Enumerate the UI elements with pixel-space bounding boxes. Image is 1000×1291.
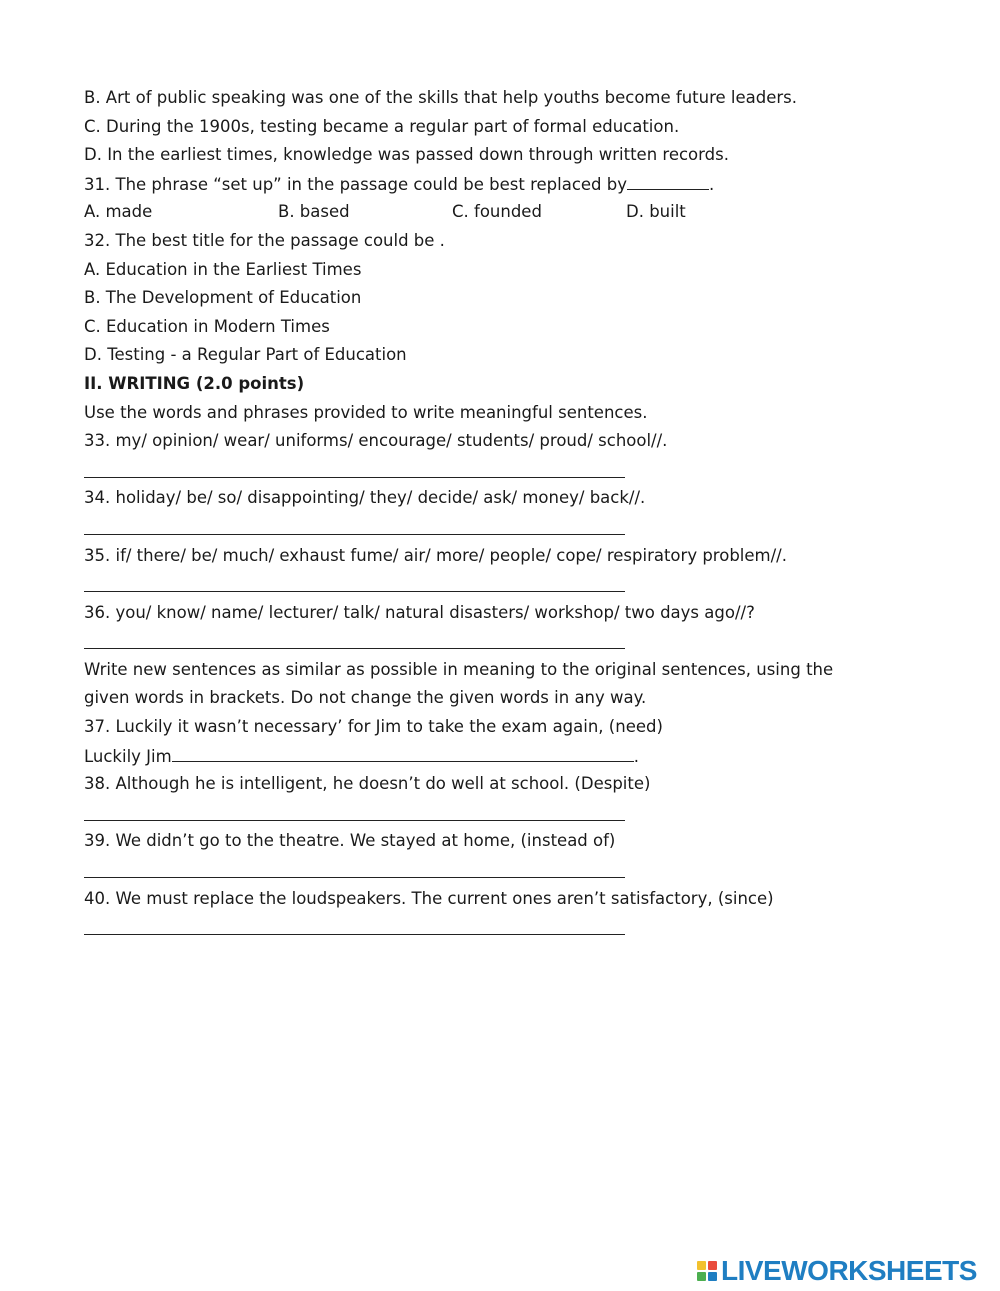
answer-line-35[interactable] [84,570,944,599]
question-37-answer: Luckily Jim . [84,742,944,771]
q31-option-a[interactable]: A. made [84,202,153,222]
liveworksheets-logo [697,1255,977,1287]
q32-option-c[interactable]: C. Education in Modern Times [84,316,330,336]
logo-text: LIVEWORKSHEETS [721,1255,977,1286]
answer-line-38[interactable] [84,799,944,828]
answer-blank-37[interactable] [172,742,634,762]
question-37: 37. Luckily it wasn’t necessary’ for Jim to take the exam again, (need) [84,717,663,737]
question-40: 40. We must replace the loudspeakers. The current ones aren’t satisfactory, (since) [84,888,774,908]
answer-blank-31[interactable] [627,170,709,190]
worksheet-page [84,84,944,942]
option-d-line: D. In the earliest times, knowledge was passed down through written records. [84,145,729,165]
q32-option-d[interactable]: D. Testing - a Regular Part of Education [84,345,407,365]
q31-option-c[interactable]: C. founded [452,202,542,222]
logo-mark-icon [697,1261,717,1281]
question-34: 34. holiday/ be/ so/ disappointing/ they/ decide/ ask/ money/ back//. [84,488,646,508]
q32-option-b[interactable]: B. The Development of Education [84,288,362,308]
q31-option-b[interactable]: B. based [278,202,350,222]
q31-option-d[interactable]: D. built [626,202,686,222]
answer-line-39[interactable] [84,856,944,885]
question-33: 33. my/ opinion/ wear/ uniforms/ encourage/ students/ proud/ school//. [84,431,668,451]
instruction-2a: Write new sentences as similar as possible in meaning to the original sentences, using the [84,659,834,679]
question-31: 31. The phrase “set up” in the passage could be best replaced by . [84,170,944,199]
instruction-1: Use the words and phrases provided to write meaningful sentences. [84,402,648,422]
section-title: II. WRITING (2.0 points) [84,373,305,393]
question-31-options [84,198,944,227]
question-39: 39. We didn’t go to the theatre. We stayed at home, (instead of) [84,831,616,851]
option-b-line: B. Art of public speaking was one of the skills that help youths become future leaders. [84,88,798,107]
q32-option-a[interactable]: A. Education in the Earliest Times [84,259,362,279]
answer-line-33[interactable] [84,456,944,485]
answer-line-34[interactable] [84,513,944,542]
question-36: 36. you/ know/ name/ lecturer/ talk/ natural disasters/ workshop/ two days ago//? [84,602,755,622]
instruction-2b: given words in brackets. Do not change the given words in any way. [84,688,647,708]
answer-line-40[interactable] [84,913,944,942]
question-35: 35. if/ there/ be/ much/ exhaust fume/ air/ more/ people/ cope/ respiratory problem//. [84,545,787,565]
option-c-line: C. During the 1900s, testing became a regular part of formal education. [84,116,680,136]
question-38: 38. Although he is intelligent, he doesn’t do well at school. (Despite) [84,774,651,794]
question-32: 32. The best title for the passage could be . [84,230,445,250]
answer-line-36[interactable] [84,627,944,656]
